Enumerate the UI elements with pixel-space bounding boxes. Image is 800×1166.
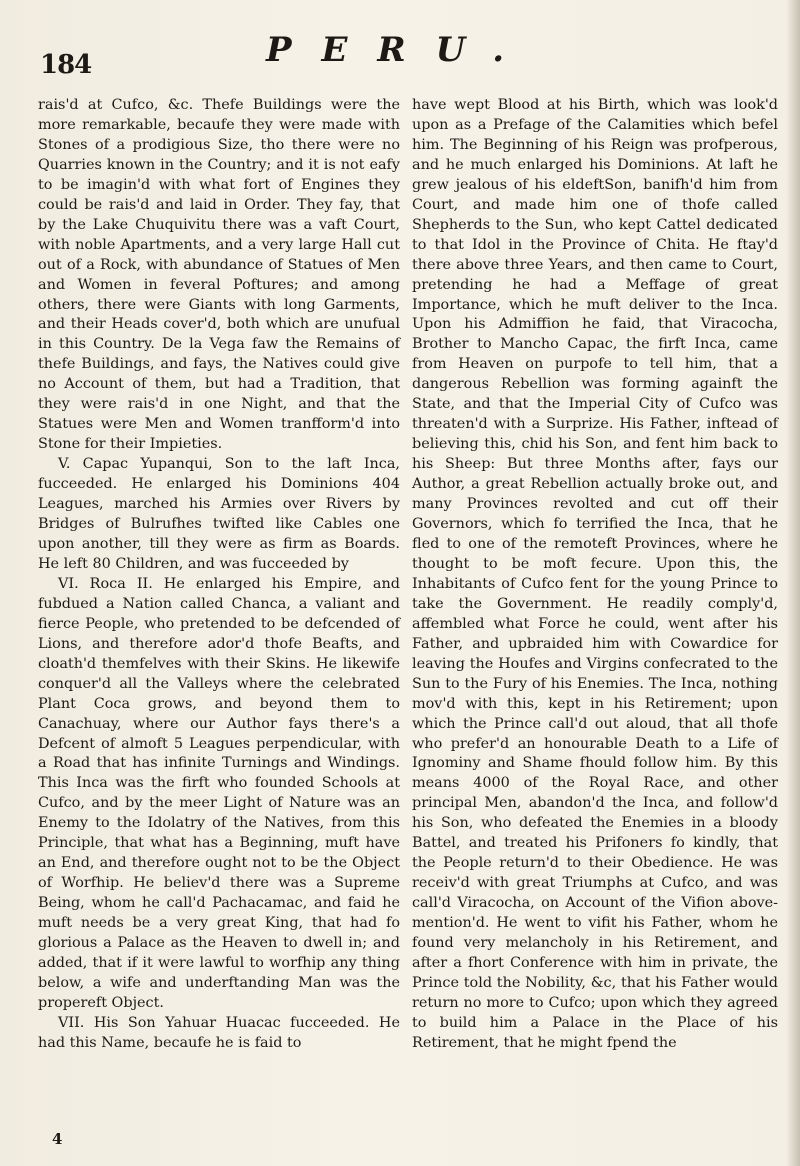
signature-mark: 4: [52, 1130, 63, 1148]
left-column: [38, 96, 400, 1054]
page-number: 184: [40, 50, 92, 80]
paragraph: V. Capac Yupanqui, Son to the laft Inca, fucceeded. He enlarged his Dominions 404 Leagues, marched his Armies over Rivers by Bridges of Bulrufhes twifted like Cables one upon another, till they were as firm as Boards. He left 80 Children, and was fucceeded by: [38, 456, 400, 572]
page-header: [0, 14, 800, 84]
paragraph: rais'd at Cufco, &c. Thefe Buildings were the more remarkable, becaufe they were made with Stones of a prodigious Size, tho there were no Quarries known in the Country; and it is not eafy to be imagin'd with what fort of Engines they could be rais'd and laid in Order. They fay, that by the Lake Chuquivitu there was a vaft Court, with noble Apartments, and a very large Hall cut out of a Rock, with abundance of Statues of Men and Women in feveral Poftures; and among others, there were Giants with long Garments, and their Heads cover'd, both which are unufual in this Country. De la Vega faw the Remains of thefe Buildings, and fays, the Natives could give no Account of them, but had a Tradition, that they were rais'd in one Night, and that the Statues were Men and Women tranfform'd into Stone for their Impieties.: [38, 97, 400, 453]
right-column: [412, 96, 778, 1054]
paragraph: VI. Roca II. He enlarged his Empire, and fubdued a Nation called Chanca, a valiant and fierce People, who pretended to be defcended of Lions, and therefore ador'd thofe Beafts, and cloath'd themfelves with their Skins. He likewife conquer'd all the Valleys where the celebrated Plant Coca grows, and beyond them to Canachuay, where our Author fays there's a Defcent of almoft 5 Leagues perpendicular, with a Road that has infinite Turnings and Windings. This Inca was the firft who founded Schools at Cufco, and by the meer Light of Nature was an Enemy to the Idolatry of the Natives, from this Principle, that what has a Beginning, muft have an End, and therefore ought not to be the Object of Worfhip. He believ'd there was a Supreme Being, whom he call'd Pachacamac, and faid he muft needs be a very great King, that had fo glorious a Palace as the Heaven to dwell in; and added, that if it were lawful to worfhip any thing below, a wife and underftanding Man was the propereft Object.: [38, 575, 400, 1011]
paragraph: VII. His Son Yahuar Huacac fucceeded. He had this Name, becaufe he is faid to: [38, 1014, 400, 1051]
running-head: PERU.: [265, 30, 535, 70]
page-edge-shadow: [786, 0, 800, 1166]
paragraph: have wept Blood at his Birth, which was look'd upon as a Prefage of the Calamities which befel him. The Beginning of his Reign was profperous, and he much enlarged his Dominions. At laft he grew jealous of his eldeftSon, banifh'd him from Court, and made him one of thofe called Shepherds to the Sun, who kept Cattel dedicated to that Idol in the Province of Chita. He ftay'd there above three Years, and then came to Court, pretending he had a Meffage of great Importance, which he muft deliver to the Inca. Upon his Admiffion he faid, that Viracocha, Brother to Mancho Capac, the firft Inca, came from Heaven on purpofe to tell him, that a dangerous Rebellion was forming againft the State, and that the Imperial City of Cufco was threaten'd with a Surprize. His Father, inftead of believing this, chid his Son, and fent him back to his Sheep: But three Months after, fays our Author, a great Rebellion actually broke out, and many Provinces revolted and cut off their Governors, which fo terrified the Inca, that he fled to one of the remoteft Provinces, where he thought to be moft fecure. Upon this, the Inhabitants of Cufco fent for the young Prince to take the Government. He readily comply'd, affembled what Force he could, went after his Father, and upbraided him with Cowardice for leaving the Houfes and Virgins confecrated to the Sun to the Fury of his Enemies. The Inca, nothing mov'd with this, kept in his Retirement; upon which the Prince call'd out aloud, that all thofe who prefer'd an honourable Death to a Life of Ignominy and Shame fhould follow him. By this means 4000 of the Royal Race, and other principal Men, abandon'd the Inca, and follow'd his Son, who defeated the Enemies in a bloody Battel, and treated his Prifoners fo kindly, that the People return'd to their Obedience. He was receiv'd with great Triumphs at Cufco, and was call'd Viracocha, on Account of the Vifion above-mention'd. He went to vifit his Father, whom he found very melancholy in his Retirement, and after a fhort Conference with him in private, the Prince told the Nobility, &c, that his Father would return no more to Cufco; upon which they agreed to build him a Palace in the Place of his Retirement, that he might fpend the: [412, 97, 778, 1051]
